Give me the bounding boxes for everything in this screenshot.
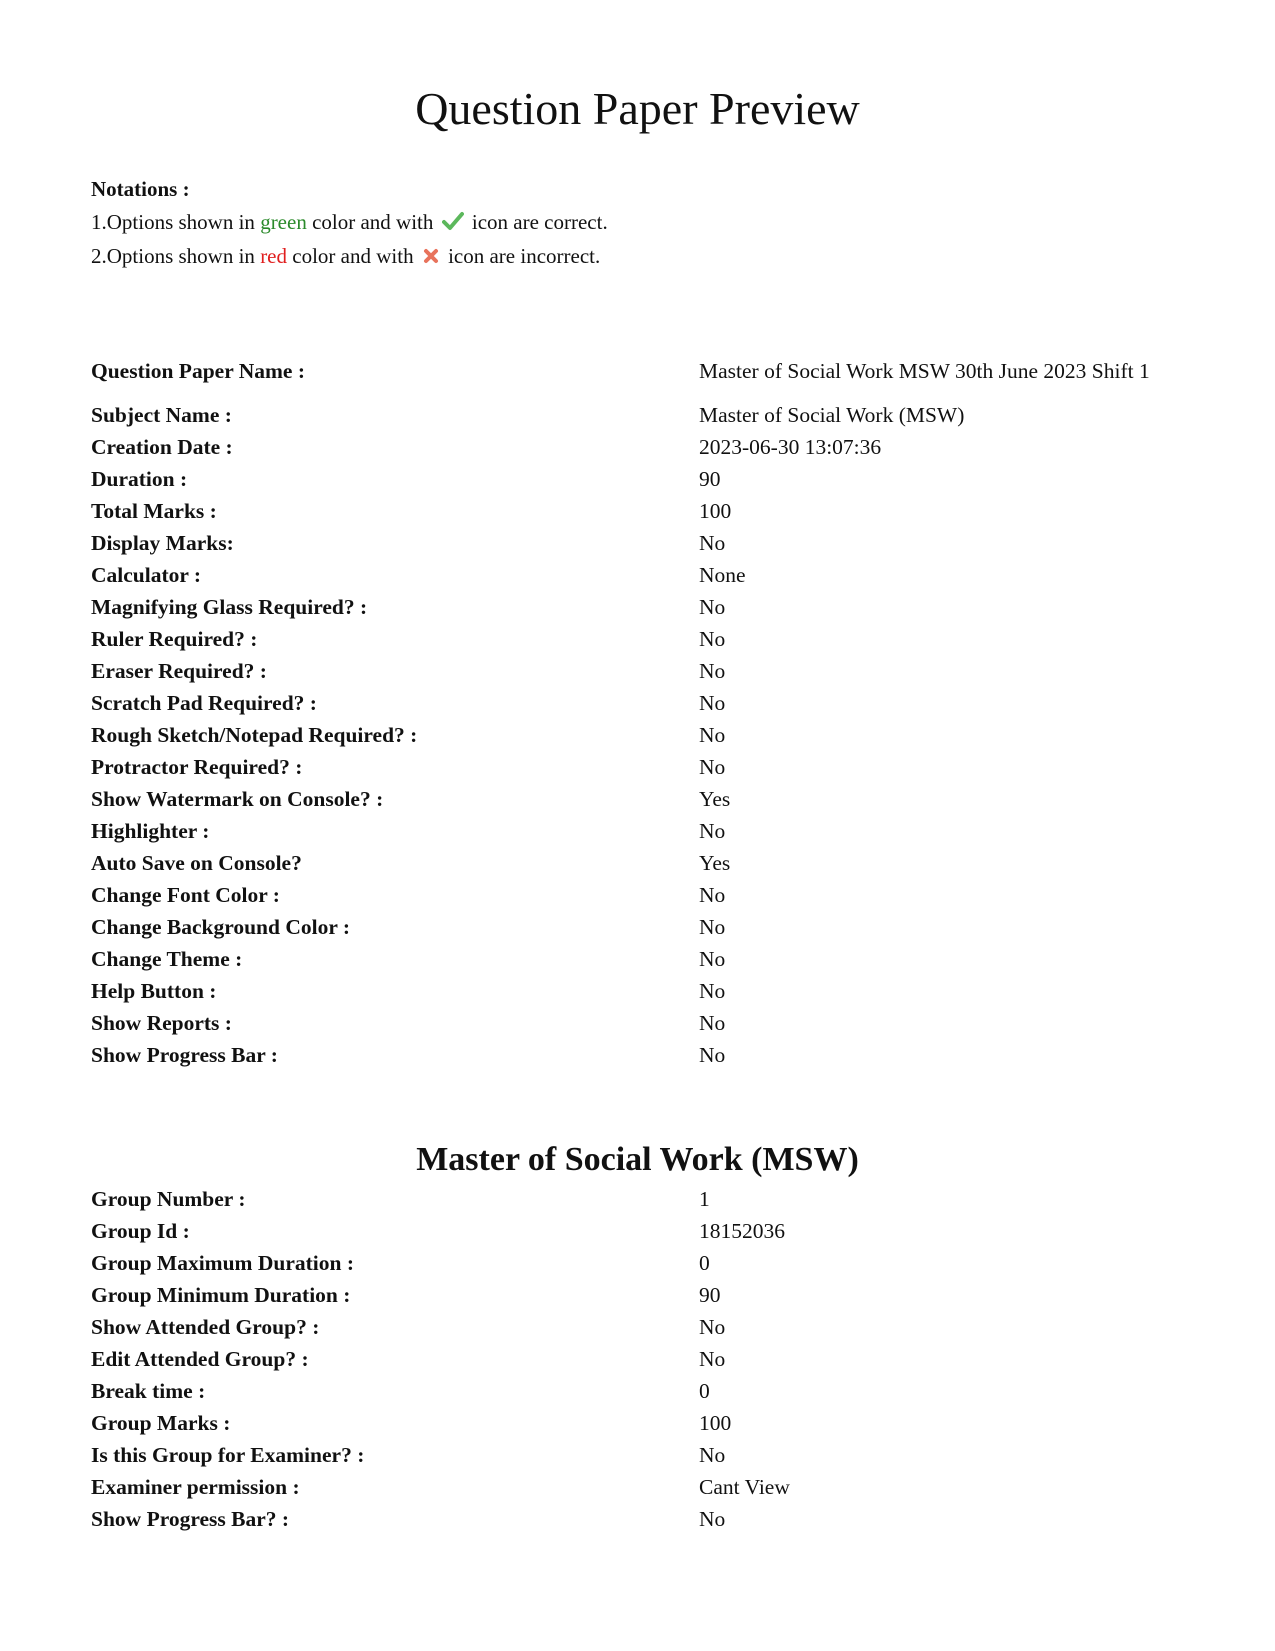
paper-info-row [91,751,1179,783]
paper-info-row [91,655,1179,687]
field-value: No [699,947,726,971]
field-label: Change Font Color : [91,883,280,907]
field-value: 90 [699,467,721,491]
field-label: Is this Group for Examiner? : [91,1443,365,1467]
paper-info-row [91,879,1179,911]
field-value: 100 [699,499,732,523]
paper-info-row [91,1007,1179,1039]
field-label: Break time : [91,1379,206,1403]
field-label: Group Maximum Duration : [91,1251,354,1275]
group-info-row [91,1183,1179,1215]
field-value: Master of Social Work (MSW) [699,403,965,427]
field-label: Creation Date : [91,435,233,459]
field-label: Highlighter : [91,819,210,843]
group-info-row [91,1279,1179,1311]
notation-correct-middle: color and with [306,210,439,234]
field-label: Show Watermark on Console? : [91,787,384,811]
group-info-row [91,1471,1179,1503]
field-value: No [699,1347,726,1371]
paper-info-row [91,463,1179,495]
field-value: 100 [699,1411,732,1435]
field-value: No [699,915,726,939]
field-label: Calculator : [91,563,202,587]
field-value: No [699,1043,726,1067]
paper-info-table [91,343,1179,1071]
group-info-row [91,1247,1179,1279]
paper-info-row [91,591,1179,623]
paper-info-row [91,495,1179,527]
field-label: Group Id : [91,1219,190,1243]
field-label: Show Attended Group? : [91,1315,320,1339]
field-value: No [699,819,726,843]
field-label: Group Number : [91,1187,246,1211]
notation-incorrect-suffix: icon are incorrect. [442,244,601,268]
field-value: 90 [699,1283,721,1307]
field-value: 0 [699,1379,710,1403]
field-value: Master of Social Work MSW 30th June 2023 Shift 1 [699,359,1150,383]
field-value: No [699,1011,726,1035]
paper-info-row [91,911,1179,943]
field-value: Yes [699,787,731,811]
field-value: 1 [699,1187,710,1211]
paper-info-row [91,975,1179,1007]
field-label: Examiner permission : [91,1475,300,1499]
paper-info-row [91,687,1179,719]
paper-info-row [91,431,1179,463]
field-label: Show Reports : [91,1011,232,1035]
field-value: Cant View [699,1475,790,1499]
field-label: Change Background Color : [91,915,351,939]
field-label: Total Marks : [91,499,217,523]
field-value: No [699,979,726,1003]
cross-icon [422,242,440,274]
paper-info-row [91,847,1179,879]
field-value: No [699,691,726,715]
group-info-table [91,1183,1179,1535]
paper-info-row [91,943,1179,975]
group-info-row [91,1375,1179,1407]
group-info-row [91,1439,1179,1471]
field-value: 0 [699,1251,710,1275]
group-info-row [91,1311,1179,1343]
paper-info-row [91,343,1179,399]
field-value: Yes [699,851,731,875]
field-label: Rough Sketch/Notepad Required? : [91,723,418,747]
field-label: Subject Name : [91,403,232,427]
notations-heading: Notations : [91,177,190,201]
field-label: Duration : [91,467,188,491]
page-title: Question Paper Preview [415,83,860,134]
field-label: Show Progress Bar? : [91,1507,290,1531]
section-title: Master of Social Work (MSW) [416,1141,859,1178]
field-value: No [699,723,726,747]
field-label: Question Paper Name : [91,359,305,383]
field-value: No [699,1315,726,1339]
field-label: Change Theme : [91,947,243,971]
field-label: Ruler Required? : [91,627,258,651]
field-value: No [699,531,726,555]
paper-info-row [91,719,1179,751]
field-value: No [699,883,726,907]
check-icon [442,208,464,240]
group-info-row [91,1503,1179,1535]
field-value: No [699,755,726,779]
paper-info-row [91,623,1179,655]
field-label: Edit Attended Group? : [91,1347,309,1371]
paper-info-row [91,1039,1179,1071]
notation-incorrect [91,240,608,274]
notation-incorrect-prefix: 2.Options shown in [91,244,261,268]
group-info-row [91,1407,1179,1439]
group-info-row [91,1343,1179,1375]
field-label: Group Minimum Duration : [91,1283,351,1307]
notations [91,173,608,274]
field-label: Eraser Required? : [91,659,267,683]
field-value: No [699,627,726,651]
field-value: No [699,1507,726,1531]
notation-correct-prefix: 1.Options shown in [91,210,261,234]
field-label: Group Marks : [91,1411,231,1435]
paper-info-row [91,815,1179,847]
paper-info-row [91,527,1179,559]
paper-info-row [91,783,1179,815]
field-label: Magnifying Glass Required? : [91,595,368,619]
paper-info-row [91,559,1179,591]
field-label: Show Progress Bar : [91,1043,278,1067]
notation-incorrect-middle: color and with [287,244,419,268]
field-value: No [699,595,726,619]
notation-correct-suffix: icon are correct. [466,210,608,234]
field-value: None [699,563,746,587]
group-info-row [91,1215,1179,1247]
field-label: Display Marks: [91,531,234,555]
field-label: Help Button : [91,979,217,1003]
notation-correct [91,206,608,240]
field-value: 18152036 [699,1219,785,1243]
field-value: No [699,1443,726,1467]
field-label: Auto Save on Console? [91,851,302,875]
green-word: green [260,210,307,234]
field-value: No [699,659,726,683]
field-value: 2023-06-30 13:07:36 [699,435,882,459]
paper-info-row [91,399,1179,431]
red-word: red [260,244,288,268]
field-label: Protractor Required? : [91,755,303,779]
field-label: Scratch Pad Required? : [91,691,317,715]
